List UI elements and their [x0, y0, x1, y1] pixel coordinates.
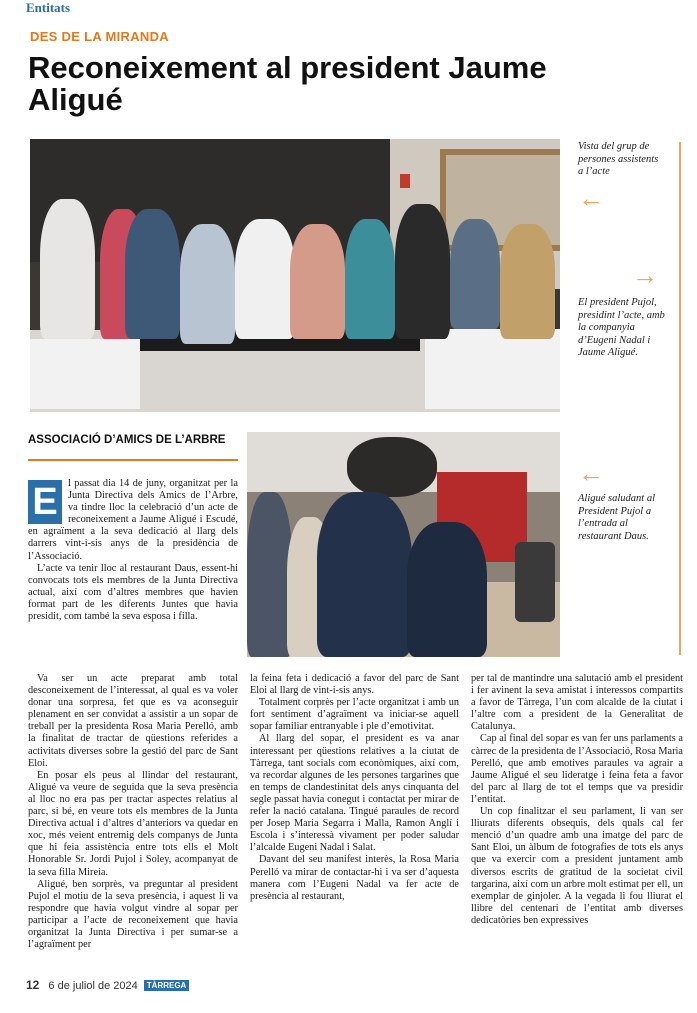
paragraph: Cap al final del sopar es van fer uns parlaments a càrrec de la presidenta de l’Associació, Rosa Maria Perelló, que amb emotives paraules va agrair a Jaume Aligué el seu lideratge i feina feta a favor del parc al llarg de tot el temps que va presidir l’entitat. — [471, 733, 683, 805]
article-column-1 — [28, 478, 238, 623]
arrow-left-icon: ← — [578, 183, 604, 213]
caption-rule — [679, 142, 681, 655]
article-column-3 — [471, 673, 683, 927]
paragraph: Un cop finalitzar el seu parlament, li van ser lliurats diferents obsequis, dels quals cal fer menció d’un quadre amb una imatge del parc de Sant Eloi, un àlbum de fotografies de tots els anys que va exercir com a president juntament amb diversos escrits de gratitud de la societat civil targarina, així com un arbre molt estimat per ell, un exemplar de ginjoler. A la vegada li fou lliurat el llibre del centenari de l’entitat amb diverses dedicatòries ben expressives — [471, 806, 683, 926]
caption-photo2: Aligué saludant al President Pujol a l’entrada al restaurant Daus. — [578, 493, 655, 542]
article-column-2 — [250, 673, 459, 903]
headline: Reconeixement al president Jaume Aligué — [28, 50, 547, 117]
paragraph: Aligué, ben sorprès, va preguntar al president Pujol el motiu de la seva presència, i aquest li va respondre que havia volgut vindre al sopar per participar a l’acte de reconeixement que havia organitzat la Junta Directiva i per sumar-se a l’agraïment per — [28, 878, 238, 951]
arrow-left-icon: ← — [578, 458, 604, 488]
paragraph: per tal de mantindre una salutació amb el president i fer avinent la seva amistat i interessos compartits a favor de Tàrrega, l’un com alcalde de la ciutat i l’altre com a president de la Generalitat de Catalunya. — [471, 673, 683, 733]
section-tag: Entitats — [26, 0, 71, 15]
paragraph: Al llarg del sopar, el president es va anar interessant per qüestions relatives a la ciutat de Tàrrega, tant socials com econòmiques, així com, va recordar algunes de les persones targarines que en temps de clandestinitat dels anys cinquanta del segle passat havia conegut i contactat per mirar de refer la nació catalana. Tingué paraules de record per Josep Maria Segarra i Malla, Ramon Anglí i Escola i s’interessà vivament per poder saludar l’alcalde Eugeni Nadal i Salat. — [250, 733, 459, 854]
paragraph: En posar els peus al llindar del restaurant, Aligué va veure de seguida que la seva presència al lloc no era pas per tractar aspectes relatius al parc, si bé, en veure tots els membres de la Junta Directiva actual i d’altres d’anteriors va quedar en xoc, més veient entremig dels companys de Junta que hi feia assistència entre tots ells el Molt Honorable Sr. Jordi Pujol i Soley, acompanyat de la seva filla Mireia. — [28, 769, 238, 878]
paragraph: Totalment corprès per l’acte organitzat i amb un fort sentiment d’agraïment va iniciar-se aquell sopar familiar entranyable i ple d’emotivitat. — [250, 697, 459, 733]
kicker: DES DE LA MIRANDA — [30, 29, 169, 44]
arrow-right-icon: → — [632, 260, 658, 290]
caption-photo1: Vista del grup de persones assistents a l’acte — [578, 141, 659, 177]
publication-logo: TÀRREGA — [144, 980, 190, 991]
page-number: 12 — [26, 978, 40, 992]
article-column-1-lower — [28, 673, 238, 951]
issue-date: 6 de juliol de 2024 — [48, 980, 138, 992]
paragraph: Davant del seu manifest interès, la Rosa Maria Perelló va mirar de contactar-hi i va ser d’aquesta manera com l’Eugeni Nadal va fer acte de presència al restaurant, — [250, 854, 459, 902]
paragraph: l passat dia 14 de juny, organitzat per la Junta Directiva dels Amics de l’Arbre, va tindre lloc la celebració d’un acte de reconeixement a Jaume Aligué i Escudé, en agraïment a la seva dedicació al llarg dels darrers vint-i-sis anys de la presidència de l’Associació. — [28, 478, 238, 562]
greeting-photo — [247, 432, 560, 657]
caption-photo1-right: El president Pujol, presidint l’acte, amb la companyia d’Eugeni Nadal i Jaume Aligué. — [578, 297, 665, 358]
paragraph: L’acte va tenir lloc al restaurant Daus, essent-hi convocats tots els membres de la Junta Directiva actual, així com d’altres membres que havien format part de les diferents Juntes que havia presidit, com també la seva esposa i filla. — [28, 562, 238, 623]
subheading: ASSOCIACIÓ D’AMICS DE L’ARBRE — [28, 434, 226, 446]
page-footer — [26, 978, 189, 992]
subheading-rule — [28, 459, 238, 461]
group-photo — [30, 139, 560, 412]
paragraph: la feina feta i dedicació a favor del parc de Sant Eloi al llarg de vint-i-sis anys. — [250, 673, 459, 697]
paragraph: Va ser un acte preparat amb total desconeixement de l’interessat, al qual es va voler donar una sorpresa, fet que es va aconseguir plenament en ser convidat a assistir a un sopar de treball per la presidenta Rosa Maria Perelló, amb la finalitat de tractar de qüestions referides a activitats diverses sobre la gestió del parc de Sant Eloi. — [28, 673, 238, 769]
drop-cap: E — [28, 480, 62, 524]
